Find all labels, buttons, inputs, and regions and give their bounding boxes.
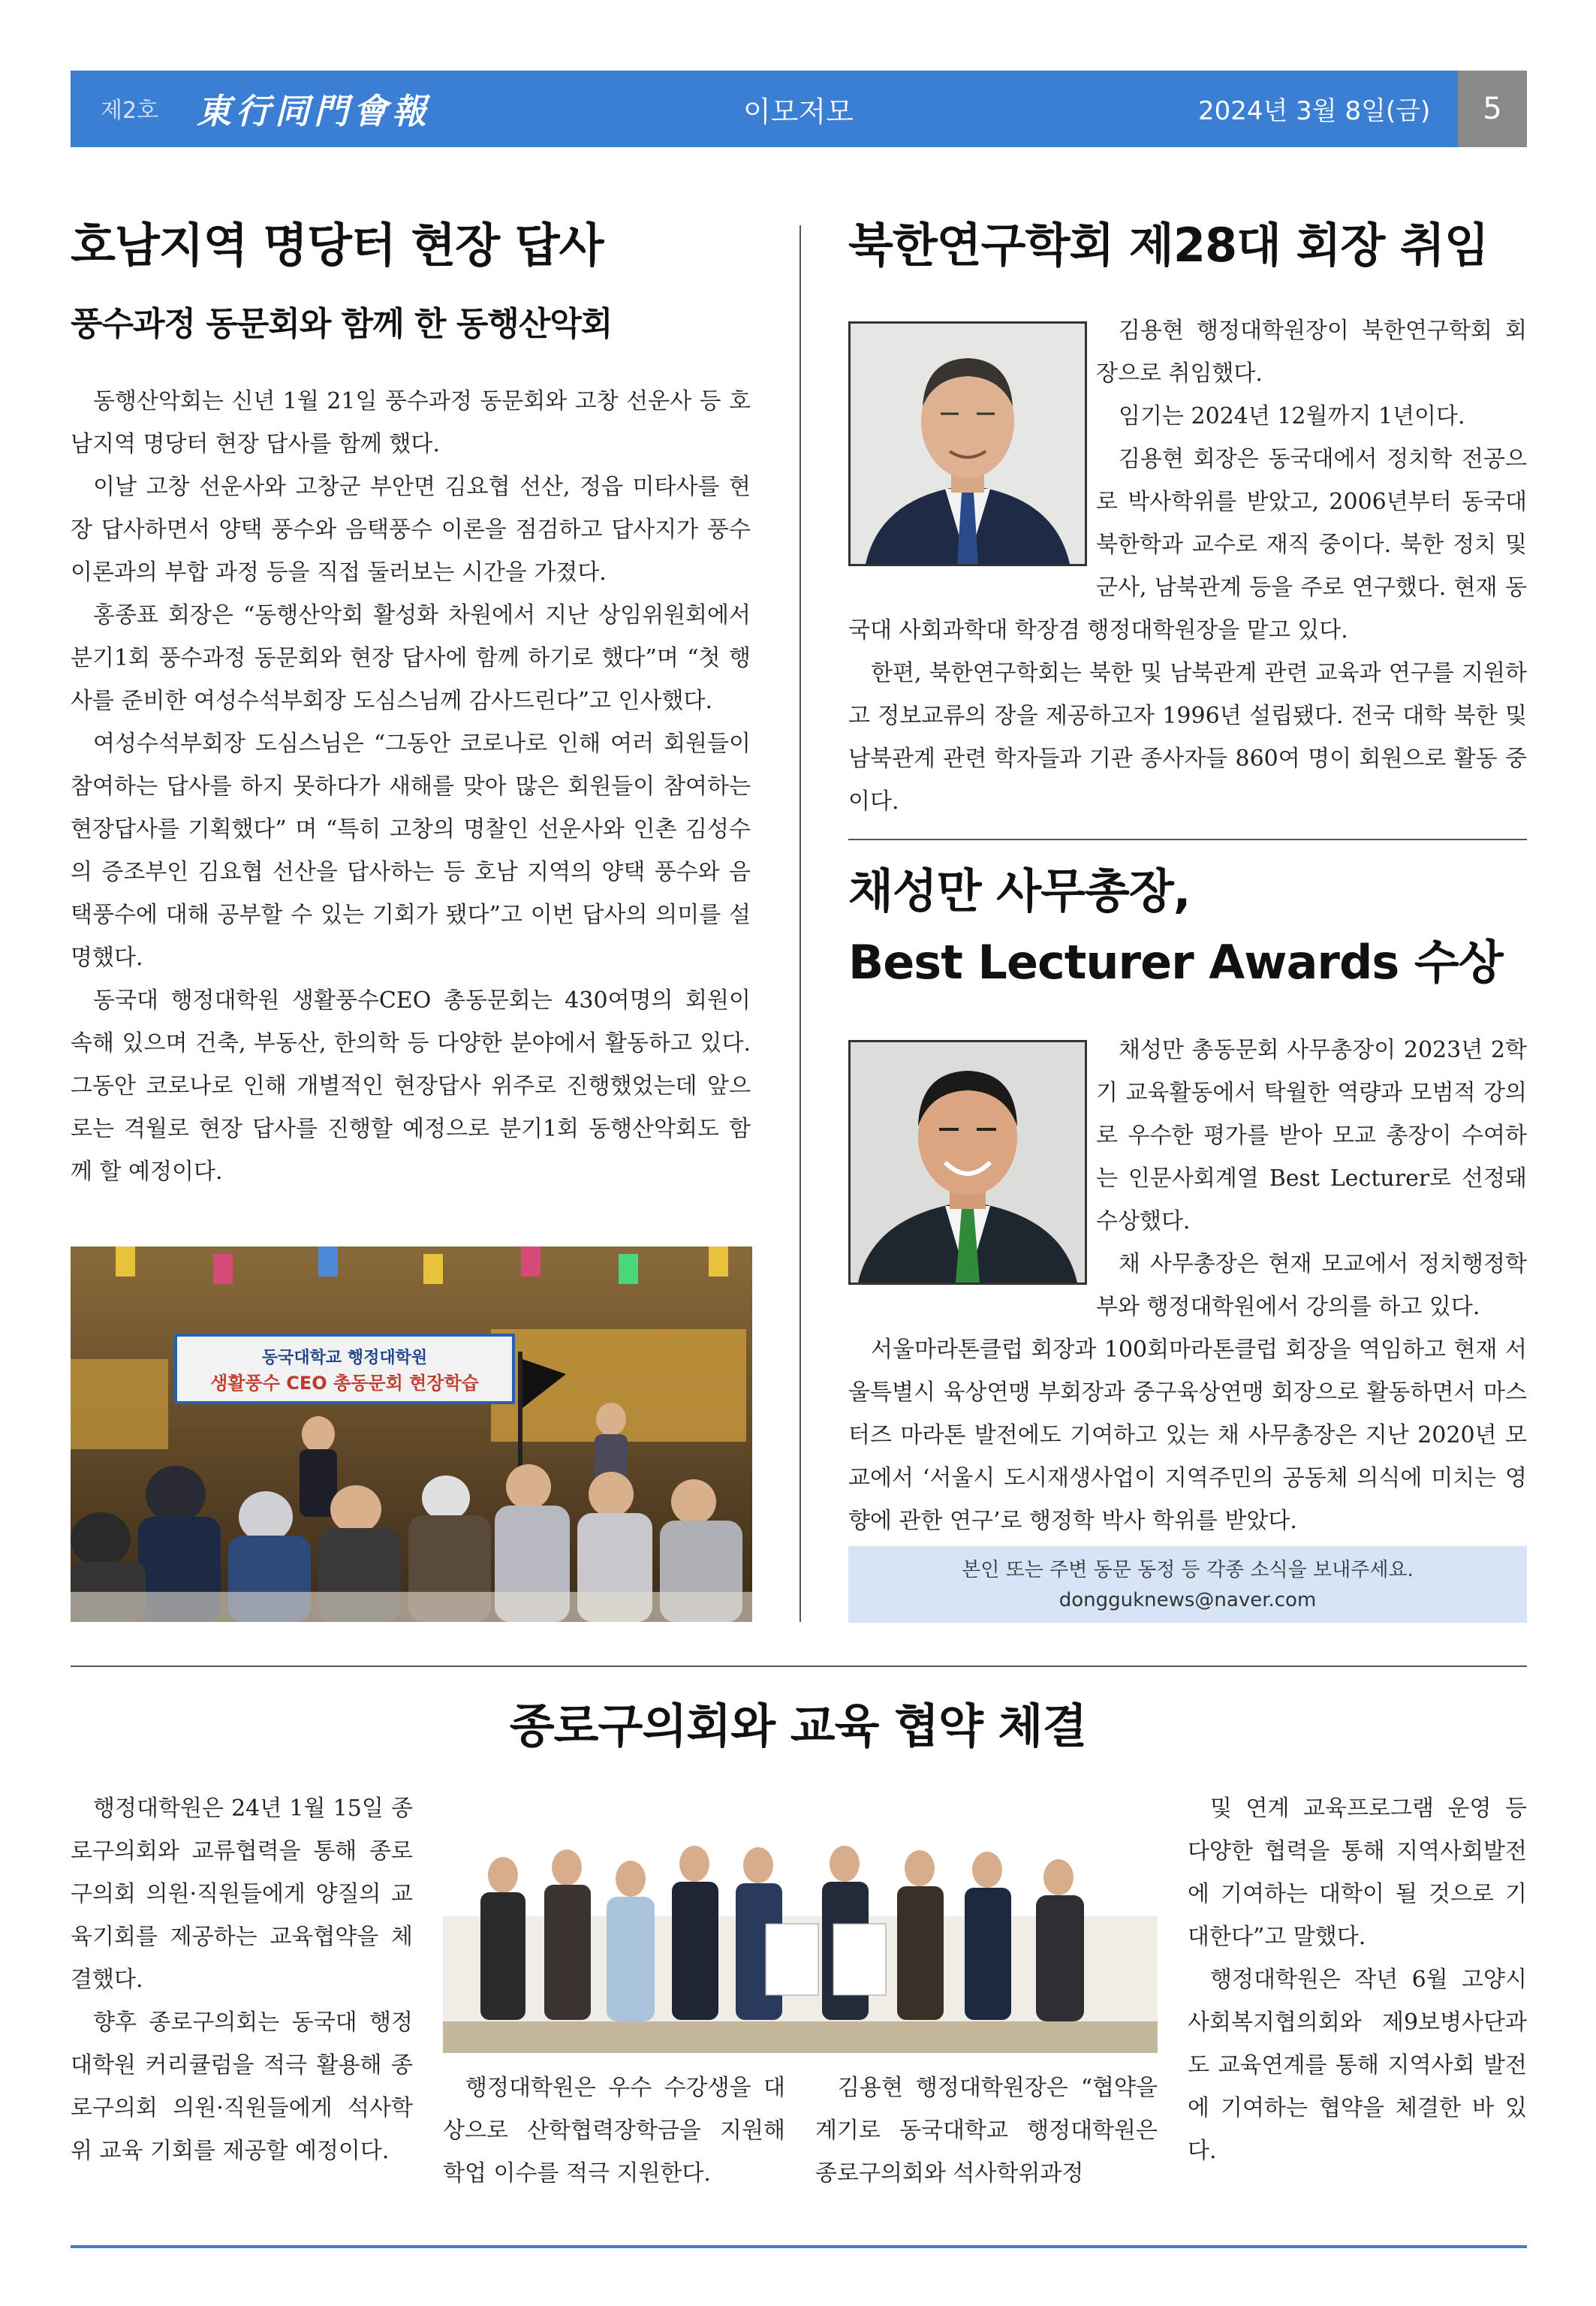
- paragraph: 한편, 북한연구학회는 북한 및 남북관계 관련 교육과 연구를 지원하고 정보교류의 장을 제공하고자 1996년 설립됐다. 전국 대학 북한 및 남북관계 관련 학자들과 기관 종사자들 860여 명이 회원으로 활동 중이다.: [848, 660, 1527, 815]
- paragraph: 김용현 행정대학원장이 북한연구학회 회장으로 취임했다.: [1096, 318, 1527, 387]
- agreement-signing-photo: [443, 1804, 1158, 2053]
- svg-text:생활풍수 CEO 총동문회 현장학습: 생활풍수 CEO 총동문회 현장학습: [210, 1373, 479, 1394]
- article3-body-wrap: [848, 1029, 1527, 1542]
- paragraph: 동국대 행정대학원 생활풍수CEO 총동문회는 430여명의 회원이 속해 있으며 건축, 부동산, 한의학 등 다양한 분야에서 활동하고 있다. 그동안 코로나로 인해 개별적인 현장답사 위주로 진행했었는데 앞으로는 격월로 현장 답사를 진행할 예정으로 분기1회 동행산악회도 함께 할 예정이다.: [71, 987, 751, 1185]
- paragraph: 채성만 총동문회 사무총장이 2023년 2학기 교육활동에서 탁월한 역량과 모범적 강의로 우수한 평가를 받아 모교 총장이 수여하는 인문사회계열 Best Lecturer로 선정돼 수상했다.: [1096, 1037, 1527, 1234]
- paragraph: 임기는 2024년 12월까지 1년이다.: [1119, 403, 1465, 430]
- paragraph: 서울마라톤클럽 회장과 100회마라톤클럽 회장을 역임하고 현재 서울특별시 육상연맹 부회장과 중구육상연맹 회장으로 활동하면서 마스터즈 마라톤 발전에도 기여하고 있는 채 사무총장은 지난 2020년 모교에서 ‘서울시 도시재생사업이 지역주민의 공동체 의식에 미치는 영향에 관한 연구’로 행정학 박사 학위를 받았다.: [848, 1337, 1527, 1534]
- page-number: 5: [1458, 71, 1527, 147]
- section-divider: [71, 1665, 1527, 1667]
- news-submission-notice: [848, 1546, 1527, 1623]
- svg-text:동국대학교 행정대학원: 동국대학교 행정대학원: [261, 1349, 428, 1367]
- paragraph: 동행산악회는 신년 1월 21일 풍수과정 동문회와 고창 선운사 등 호남지역 명당터 현장 답사를 함께 했다.: [71, 388, 751, 457]
- paragraph: 행정대학원은 우수 수강생을 대상으로 산학협력장학금을 지원해 학업 이수를 적극 지원한다.: [443, 2075, 785, 2187]
- temple-gathering-image: [71, 1246, 752, 1622]
- article4-title: 종로구의회와 교육 협약 체결: [509, 1699, 1087, 1753]
- paragraph: 김용현 행정대학원장은 “협약을 계기로 동국대학교 행정대학원은 종로구의회와 석사학위과정: [815, 2075, 1158, 2187]
- article3-title-line1: 채성만 사무총장,: [848, 864, 1191, 918]
- article1-title: 호남지역 명당터 현장 답사: [71, 218, 604, 273]
- article4-col2: [443, 2066, 785, 2195]
- paragraph: 향후 종로구의회는 동국대 행정대학원 커리큘럼을 적극 활용해 종로구의회 의원·직원들에게 석사학위 교육 기회를 제공할 예정이다.: [71, 2009, 413, 2164]
- notice-email: dongguknews@naver.com: [1058, 1589, 1317, 1611]
- article2-body-wrap: [848, 309, 1527, 823]
- article4-col4: [1188, 1787, 1527, 2172]
- footer-rule: [71, 2245, 1527, 2248]
- paragraph: 이날 고창 선운사와 고창군 부안면 김요협 선산, 정읍 미타사를 현장 답사하면서 양택 풍수와 음택풍수 이론을 점검하고 답사지가 풍수이론과의 부합 과정 등을 직접 둘러보는 시간을 가졌다.: [71, 474, 751, 586]
- paragraph: 및 연계 교육프로그램 운영 등 다양한 협력을 통해 지역사회발전에 기여하는 대학이 될 것으로 기대한다”고 말했다.: [1188, 1795, 1527, 1950]
- article4-col3: [815, 2066, 1158, 2195]
- article1-subtitle: 풍수과정 동문회와 함께 한 동행산악회: [71, 305, 613, 343]
- column-divider: [800, 225, 801, 1622]
- paragraph: 채 사무총장은 현재 모교에서 정치행정학부와 행정대학원에서 강의를 하고 있다.: [1096, 1251, 1527, 1320]
- issue-date: 2024년 3월 8일(금): [1198, 96, 1431, 126]
- paragraph: 행정대학원은 24년 1월 15일 종로구의회와 교류협력을 통해 종로구의회 의원·직원들에게 양질의 교육기회를 제공하는 교육협약을 체결했다.: [71, 1795, 413, 1993]
- notice-text: 본인 또는 주변 동문 동정 등 각종 소식을 보내주세요.: [962, 1559, 1414, 1581]
- article-divider: [848, 839, 1527, 840]
- paragraph: 행정대학원은 작년 6월 고양시 사회복지협의회와 제9보병사단과도 교육연계를 통해 지역사회 발전에 기여하는 협약을 체결한 바 있다.: [1188, 1967, 1527, 2164]
- photo-float-spacer: [848, 1029, 1096, 1292]
- article2-title: 북한연구학회 제28대 회장 취임: [848, 218, 1489, 273]
- group-photo-image: [443, 1804, 1158, 2053]
- photo-float-spacer: [848, 309, 1096, 572]
- article3-title-line2: Best Lecturer Awards 수상: [848, 935, 1503, 990]
- paragraph: 홍종표 회장은 “동행산악회 활성화 차원에서 지난 상임위원회에서 분기1회 풍수과정 동문회와 현장 답사에 함께 하기로 했다”며 “첫 행사를 준비한 여성수석부회장 도심스님께 감사드린다”고 인사했다.: [71, 602, 751, 714]
- newspaper-name: 東行同門會報: [197, 91, 431, 131]
- temple-gathering-photo: [71, 1246, 752, 1622]
- paragraph: 여성수석부회장 도심스님은 “그동안 코로나로 인해 여러 회원들이 참여하는 답사를 하지 못하다가 새해를 맞아 많은 회원들이 참여하는 현장답사를 기획했다” 며 “특히 고창의 명찰인 선운사와 인촌 김성수의 증조부인 김요협 선산을 답사하는 등 호남 지역의 양택 풍수와 음택풍수에 대해 공부할 수 있는 기회가 됐다”고 이번 답사의 의미를 설명했다.: [71, 731, 751, 971]
- paragraph: 김용현 회장은 동국대에서 정치학 전공으로 박사학위를 받았고, 2006년부터 동국대 북한학과 교수로 재직 중이다. 북한 정치 및 군사, 남북관계 등을 주로 연구했다. 현재 동국대 사회과학대 학장겸 행정대학원장을 맡고 있다.: [848, 446, 1527, 644]
- article1-body: [71, 380, 751, 1193]
- section-title: 이모저모: [743, 95, 854, 128]
- issue-number: 제2호: [101, 98, 159, 124]
- article4-col1: [71, 1787, 413, 2172]
